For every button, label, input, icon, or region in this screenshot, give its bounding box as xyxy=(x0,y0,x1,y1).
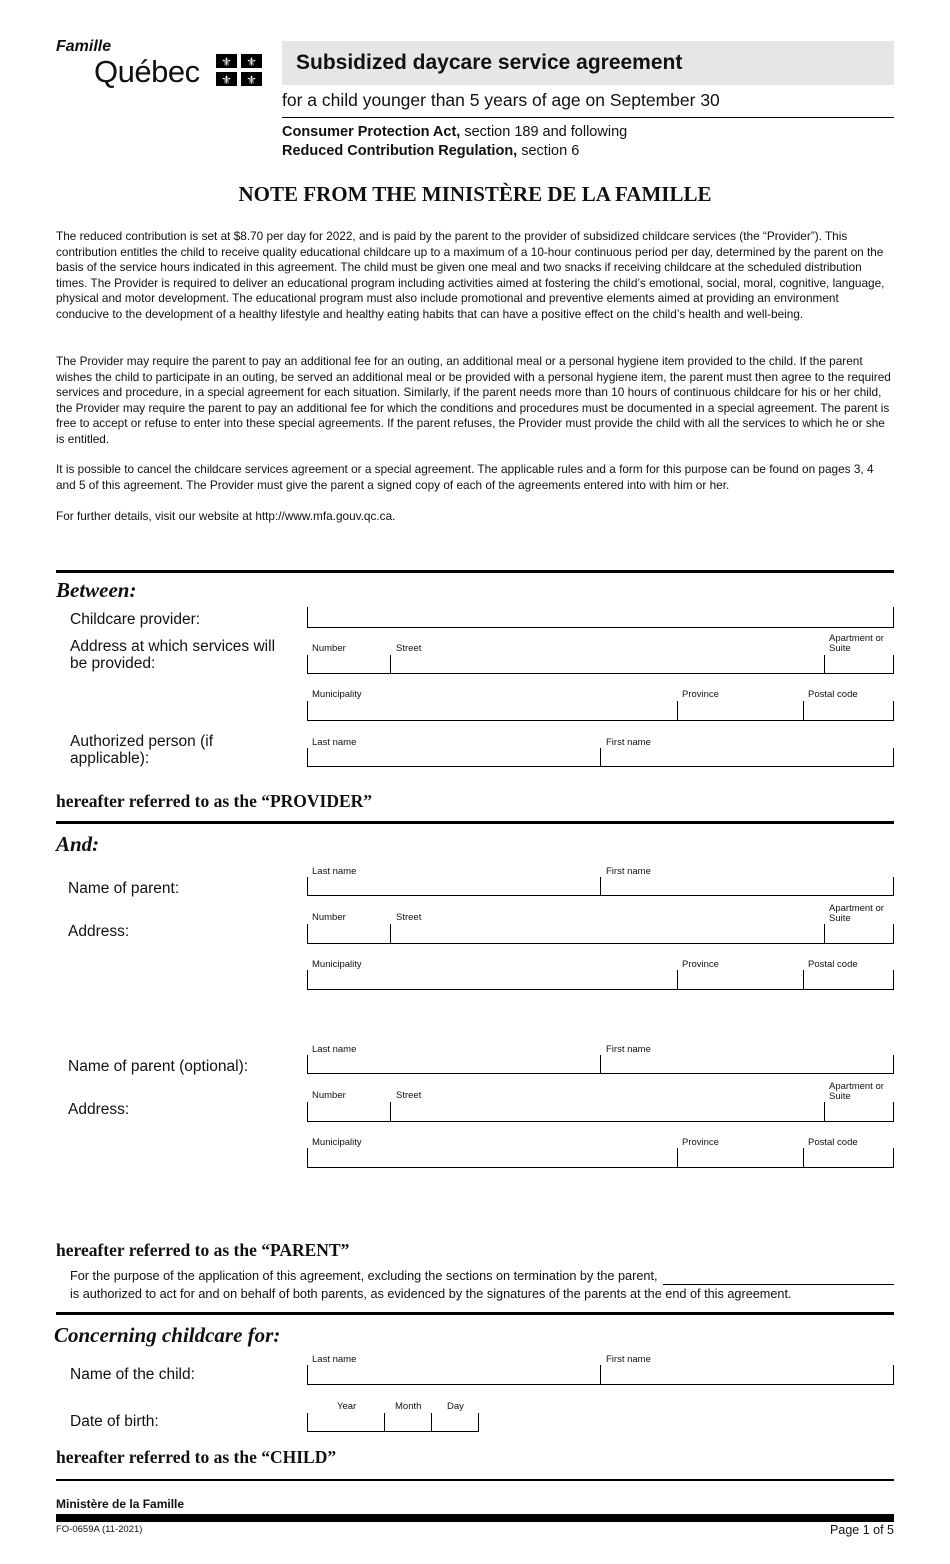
parent-municipality-field[interactable] xyxy=(307,970,894,990)
field-separator xyxy=(803,970,804,990)
child-hereafter: hereafter referred to as the “CHILD” xyxy=(56,1447,337,1467)
last-name-label: Last name xyxy=(312,866,357,877)
service-address-field[interactable] xyxy=(307,655,894,674)
note-title: NOTE FROM THE MINISTÈRE DE LA FAMILLE xyxy=(238,182,712,206)
field-separator xyxy=(803,701,804,721)
and-title: And: xyxy=(56,832,100,856)
footer-divider xyxy=(56,1479,894,1481)
parent-optional-municipality-field[interactable] xyxy=(307,1148,894,1168)
svg-text:⚜: ⚜ xyxy=(221,73,232,86)
purpose-line-1: For the purpose of the application of this agreement, excluding the sections on termination by the parent, xyxy=(70,1269,658,1283)
first-name-label: First name xyxy=(606,866,651,877)
note-paragraph-3: It is possible to cancel the childcare services agreement or a special agreement. The applicable rules and a form for this purpose can be found on pages 3, 4 and 5 of this agreement. The Provider must give the parent a signed copy of each of the agreements entered into with him or her. xyxy=(56,462,874,492)
document-subtitle: for a child younger than 5 years of age on September 30 xyxy=(282,90,720,110)
municipality-label: Municipality xyxy=(312,689,362,700)
purpose-line-2: is authorized to act for and on behalf of both parents, as evidenced by the signatures of the parents at the end of this agreement. xyxy=(70,1287,792,1301)
authorized-person-label: Authorized person (if applicable): xyxy=(70,733,214,767)
page-number: Page 1 of 5 xyxy=(830,1523,894,1537)
field-separator xyxy=(431,1413,432,1432)
field-separator xyxy=(677,970,678,990)
authorized-parent-field[interactable] xyxy=(663,1268,894,1285)
street-label: Street xyxy=(396,912,422,923)
field-separator xyxy=(600,877,601,896)
dob-label: Date of birth: xyxy=(70,1413,159,1430)
field-separator xyxy=(824,655,825,674)
section-divider xyxy=(56,821,894,824)
street-label: Street xyxy=(396,1090,422,1101)
provider-hereafter: hereafter referred to as the “PROVIDER” xyxy=(56,791,373,811)
note-paragraph-1: The reduced contribution is set at $8.70 per day for 2022, and is paid by the parent to the provider of subsidized childcare services (the “Provider”). This contribution entitles the child to receive quality educational childcare up to a maximum of a 10-hour continuous period per day, determined by the parent on the basis of the service hours indicated in this agreement. The child must be given one meal and two snacks if receiving childcare at the scheduled distribution times. The Provider is required to deliver an educational program including activities aimed at fostering the child’s emotional, social, moral, cognitive, language, physical and motor development. The educational program must also include promotional and preventive elements aimed at providing an environment conducive to the development of a healthy lifestyle and healthy eating habits that can have a positive effect on the child’s health and well-being. xyxy=(56,229,885,321)
field-separator xyxy=(600,1365,601,1385)
svg-text:⚜: ⚜ xyxy=(221,55,232,69)
law-reference-2: Reduced Contribution Regulation, section 6 xyxy=(282,143,580,159)
postal-code-label: Postal code xyxy=(808,959,858,970)
street-label: Street xyxy=(396,643,422,654)
document-title: Subsidized daycare service agreement xyxy=(296,51,683,74)
section-divider xyxy=(56,570,894,573)
child-name-label: Name of the child: xyxy=(70,1366,195,1383)
logo-quebec: Québec xyxy=(94,54,200,89)
field-separator xyxy=(824,1102,825,1122)
field-separator xyxy=(390,1102,391,1122)
footer-bar xyxy=(56,1514,894,1522)
svg-text:⚜: ⚜ xyxy=(246,55,257,69)
province-label: Province xyxy=(682,689,719,700)
field-separator xyxy=(600,748,601,767)
apartment-label: Apartment or Suite xyxy=(829,903,884,924)
field-separator xyxy=(600,1055,601,1074)
provider-name-field[interactable] xyxy=(307,607,894,628)
parent-name-label: Name of parent: xyxy=(68,880,180,897)
note-paragraph-4: For further details, visit our website at http://www.mfa.gouv.qc.ca. xyxy=(56,509,396,523)
parent-optional-label: Name of parent (optional): xyxy=(68,1058,249,1075)
postal-code-label: Postal code xyxy=(808,689,858,700)
child-section-title: Concerning childcare for: xyxy=(54,1323,281,1347)
province-label: Province xyxy=(682,959,719,970)
form-code: FO-0659A (11-2021) xyxy=(56,1524,143,1535)
postal-code-label: Postal code xyxy=(808,1137,858,1148)
svg-text:⚜: ⚜ xyxy=(246,73,257,86)
last-name-label: Last name xyxy=(312,1044,357,1055)
between-title: Between: xyxy=(56,578,137,602)
day-label: Day xyxy=(447,1401,464,1412)
number-label: Number xyxy=(312,1090,346,1101)
first-name-label: First name xyxy=(606,737,651,748)
field-separator xyxy=(803,1148,804,1168)
note-paragraph-2: The Provider may require the parent to pay an additional fee for an outing, an additional meal or a personal hygiene item provided to the child. If the parent wishes the child to participate in an outing, be served an additional meal or be provided with a personal hygiene item, the parent must then agree to the required services and procedure, in a special agreement for each situation. Similarly, if the parent needs more than 10 hours of continuous childcare for his or her child, the Provider may require the parent to pay an additional fee for which the conditions and procedures must be documented in a special agreement. The parent is free to accept or refuse to enter into these special agreements. If the parent refuses, the Provider must provide the child with all the services to which he or she is entitled. xyxy=(56,354,891,446)
parent-address-label: Address: xyxy=(68,923,130,940)
year-label: Year xyxy=(337,1401,357,1412)
last-name-label: Last name xyxy=(312,1354,357,1365)
quebec-flag-icon xyxy=(216,54,262,86)
service-municipality-field[interactable] xyxy=(307,701,894,721)
parent-optional-address-field[interactable] xyxy=(307,1102,894,1122)
ministry-name: Ministère de la Famille xyxy=(56,1497,185,1511)
first-name-label: First name xyxy=(606,1354,651,1365)
field-separator xyxy=(824,924,825,944)
provider-label: Childcare provider: xyxy=(70,611,201,628)
municipality-label: Municipality xyxy=(312,959,362,970)
municipality-label: Municipality xyxy=(312,1137,362,1148)
field-separator xyxy=(390,655,391,674)
last-name-label: Last name xyxy=(312,737,357,748)
header-divider xyxy=(282,117,894,118)
province-label: Province xyxy=(682,1137,719,1148)
law-reference-1: Consumer Protection Act, section 189 and following xyxy=(282,124,628,140)
first-name-label: First name xyxy=(606,1044,651,1055)
field-separator xyxy=(677,1148,678,1168)
field-separator xyxy=(677,701,678,721)
apartment-label: Apartment or Suite xyxy=(829,1081,884,1102)
number-label: Number xyxy=(312,643,346,654)
number-label: Number xyxy=(312,912,346,923)
service-address-label: Address at which services will be provided: xyxy=(70,638,276,672)
dob-year-field[interactable] xyxy=(307,1413,385,1432)
field-separator xyxy=(390,924,391,944)
parent-hereafter: hereafter referred to as the “PARENT” xyxy=(56,1240,350,1260)
section-divider xyxy=(56,1312,894,1315)
month-label: Month xyxy=(395,1401,422,1412)
logo-famille: Famille xyxy=(56,38,112,55)
parent-address-field[interactable] xyxy=(307,924,894,944)
parent-optional-address-label: Address: xyxy=(68,1101,130,1118)
apartment-label: Apartment or Suite xyxy=(829,633,884,654)
